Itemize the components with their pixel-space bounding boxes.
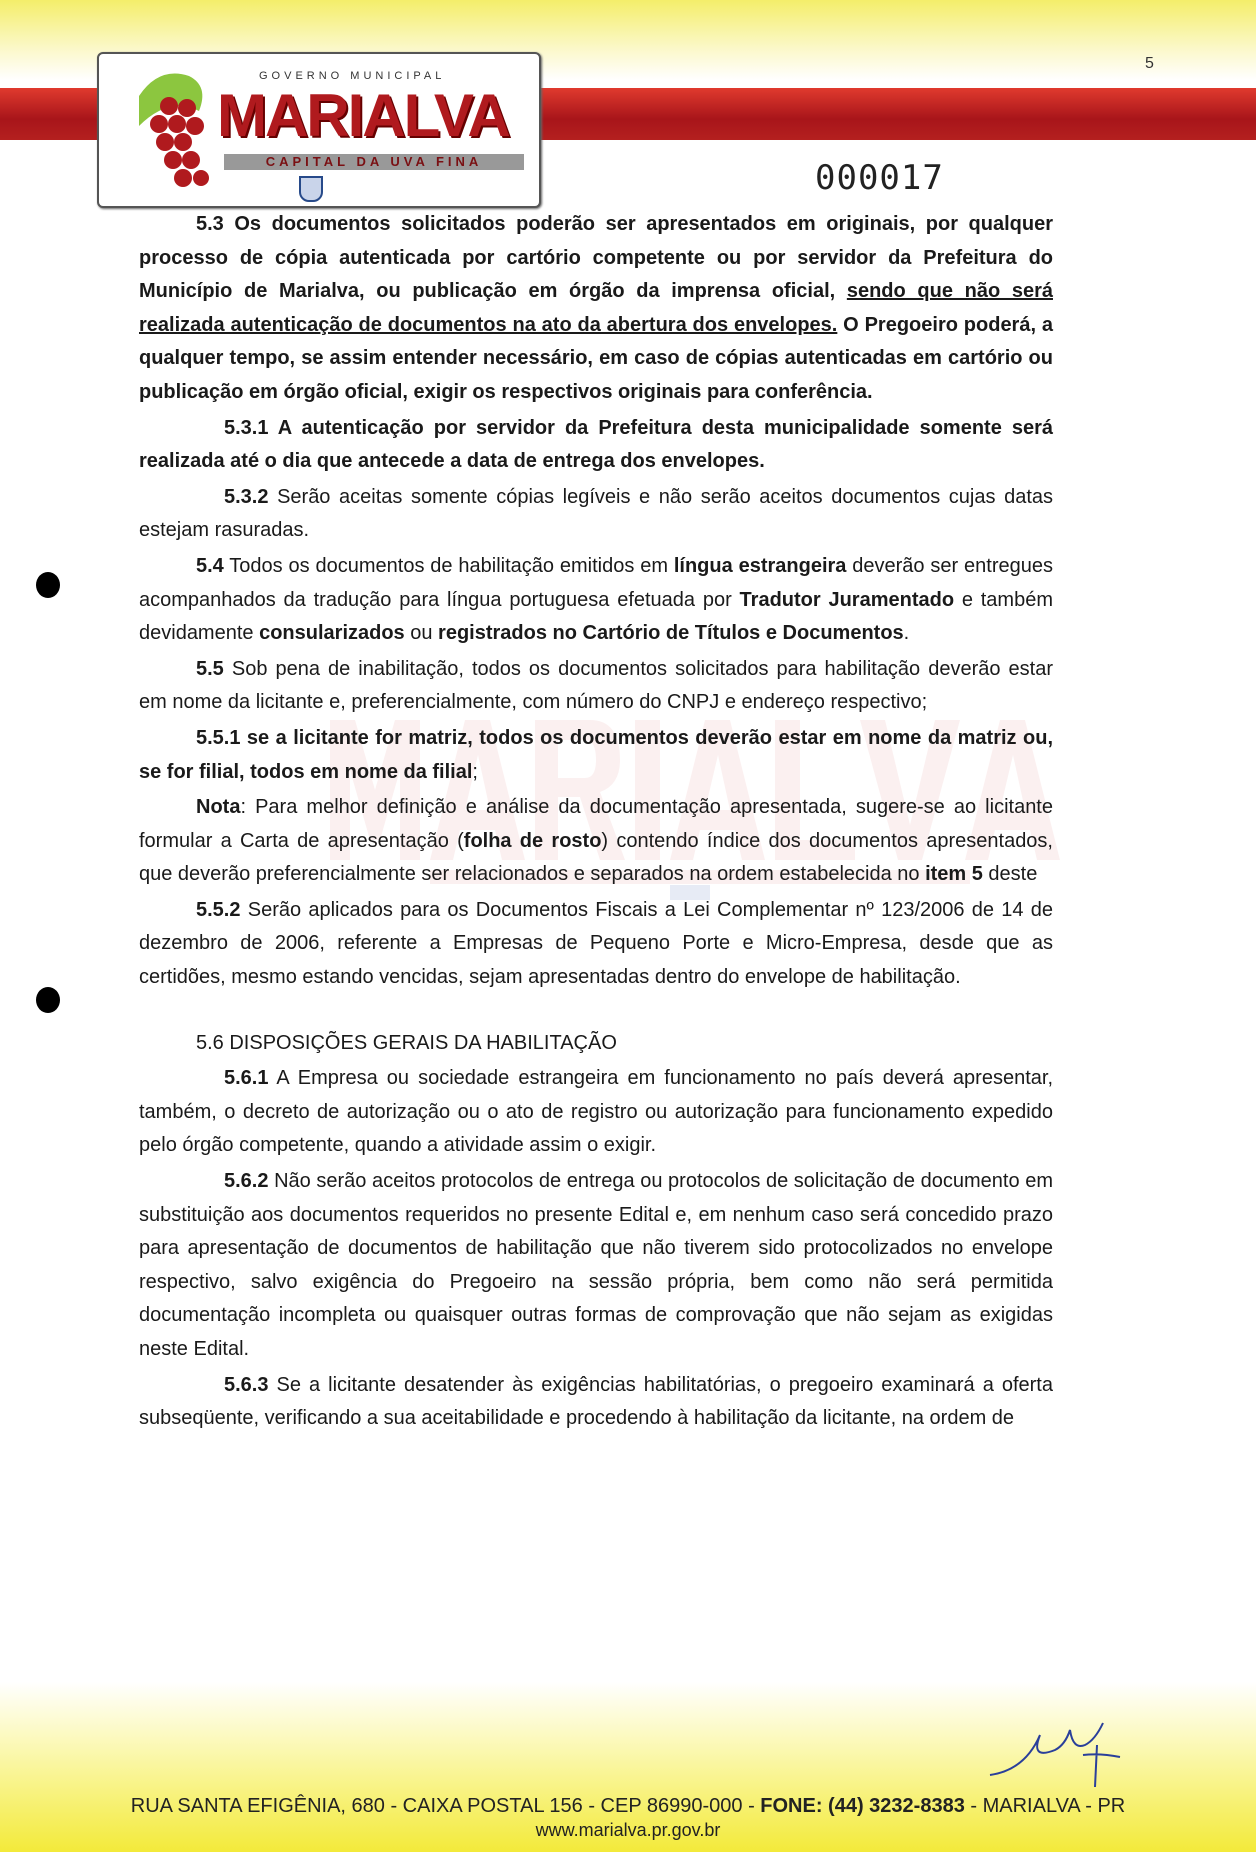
text-run: Todos os documentos de habilitação emitidos em xyxy=(223,554,674,577)
paragraph-5-3 xyxy=(139,208,1053,410)
text-run: consularizados xyxy=(259,622,405,645)
text-run: . xyxy=(903,622,910,645)
text-run: deste xyxy=(982,863,1038,886)
text-run: 5.3 Os documentos solicitados poderão ser apresentados em originais, por qualquer processo de cópia autenticada por cartório competente ou por servidor da Prefeitura do Município de Marialva, ou publicação em órgão da imprensa oficial, xyxy=(139,213,1053,303)
logo-city-name: MARIALVA xyxy=(217,82,509,149)
paragraph-5-6-3 xyxy=(139,1369,1053,1436)
text-run: 5.6 DISPOSIÇÕES GERAIS DA HABILITAÇÃO xyxy=(196,1031,617,1054)
paragraph-5-5-2 xyxy=(139,894,1053,995)
text-run: sendo que não será realizada autenticação de documentos na ato da abertura dos envelopes. xyxy=(139,280,1053,336)
text-run: deverão ser entregues acompanhados da tradução para língua portuguesa efetuada por xyxy=(139,554,1053,611)
text-run: registrados no Cartório de Títulos e Documentos xyxy=(438,622,904,645)
page-number: 5 xyxy=(1145,55,1154,72)
text-run: Nota xyxy=(196,796,241,819)
text-run: item 5 xyxy=(925,863,983,886)
text-run: Se a licitante desatender às exigências habilitatórias, o pregoeiro examinará a oferta subseqüente, verificando a sua aceitabilidade e procedendo à habilitação da licitante, na ordem de xyxy=(139,1373,1053,1430)
logo-tagline: CAPITAL DA UVA FINA xyxy=(224,154,524,170)
text-run: língua estrangeira xyxy=(673,554,847,577)
paragraph-5-5 xyxy=(139,653,1053,720)
text-run: A Empresa ou sociedade estrangeira em funcionamento no país deverá apresentar, também, o decreto de autorização ou o ato de registro ou autorização para funcionamento expedido pelo órgão competente, quando a atividade assim o exigir. xyxy=(139,1067,1053,1157)
logo-government-text: GOVERNO MUNICIPAL xyxy=(259,70,446,82)
text-run: 5.5 xyxy=(196,657,224,680)
footer xyxy=(0,1795,1256,1841)
footer-phone: FONE: (44) 3232-8383 xyxy=(760,1795,965,1817)
paragraph-5-4 xyxy=(139,550,1053,651)
text-run: 5.5.1 se a licitante for matriz, todos os documentos deverão estar em nome da matriz ou, se for filial, todos em nome da filial xyxy=(139,726,1053,783)
section-heading xyxy=(139,1027,1053,1061)
paragraph-5-6-1 xyxy=(139,1062,1053,1163)
text-run: e também devidamente xyxy=(139,588,1054,645)
paragraph-5-3-1 xyxy=(139,412,1053,479)
document-body xyxy=(139,208,1053,1438)
text-run: : Para melhor definição e análise da documentação apresentada, sugere-se ao licitante formular a Carta de apresentação ( xyxy=(139,796,1053,852)
text-run: 5.6.1 xyxy=(224,1067,269,1090)
grapes-icon xyxy=(129,66,219,196)
coat-of-arms-icon xyxy=(299,176,323,202)
paragraph-nota xyxy=(139,791,1053,892)
text-run: 5.3.2 xyxy=(224,485,269,508)
paragraph-5-5-1 xyxy=(139,722,1053,789)
page-stamp-number: 000017 xyxy=(815,158,944,198)
text-run: 5.4 xyxy=(196,554,224,577)
text-run: 5.3.1 A autenticação por servidor da Prefeitura desta municipalidade somente será realizada até o dia que antecede a data de entrega dos envelopes. xyxy=(139,416,1053,473)
text-run: ou xyxy=(404,622,439,645)
text-run: Serão aceitas somente cópias legíveis e não serão aceitos documentos cujas datas estejam rasuradas. xyxy=(139,485,1053,542)
text-run: O Pregoeiro poderá, a qualquer tempo, se assim entender necessário, em caso de cópias autenticadas em cartório ou publicação em órgão oficial, exigir os respectivos originais para conferência. xyxy=(139,313,1053,403)
footer-address: RUA SANTA EFIGÊNIA, 680 - CAIXA POSTAL 156 - CEP 86990-000 - xyxy=(130,1795,761,1817)
text-run: Não serão aceitos protocolos de entrega ou protocolos de solicitação de documento em substituição aos documentos requeridos no presente Edital e, em nenhum caso será concedido prazo para apresentação de documentos de habilitação que não tiverem sido protocolizados no envelope respectivo, salvo exigência do Pregoeiro na sessão própria, bem como não será permitida documentação incompleta ou quaisquer outras formas de comprovação que não sejam as exigidas neste Edital. xyxy=(139,1170,1053,1360)
handwritten-signature xyxy=(985,1715,1135,1790)
footer-website-link[interactable]: www.marialva.pr.gov.br xyxy=(535,1820,721,1840)
text-run: ) contendo índice dos documentos apresentados, que deverão preferencialmente ser relacionados e separados na ordem estabelecida no xyxy=(139,829,1053,886)
marialva-logo xyxy=(97,52,541,208)
text-run: 5.5.2 xyxy=(196,898,241,921)
footer-city: - MARIALVA - PR xyxy=(964,1795,1126,1817)
punch-hole xyxy=(36,572,60,598)
text-run: ; xyxy=(472,760,478,783)
text-run: Tradutor Juramentado xyxy=(739,588,955,611)
text-run: Serão aplicados para os Documentos Fiscais a Lei Complementar nº 123/2006 de 14 de dezembro de 2006, referente a Empresas de Pequeno Porte e Micro-Empresa, desde que as certidões, mesmo estando vencidas, sejam apresentadas dentro do envelope de habilitação. xyxy=(139,898,1053,989)
text-run: 5.6.2 xyxy=(224,1170,269,1193)
paragraph-5-3-2 xyxy=(139,481,1053,548)
punch-hole xyxy=(36,987,60,1013)
text-run: folha de rosto xyxy=(463,829,602,852)
text-run: 5.6.3 xyxy=(224,1373,269,1396)
paragraph-5-6-2 xyxy=(139,1165,1053,1367)
text-run: Sob pena de inabilitação, todos os documentos solicitados para habilitação deverão estar em nome da licitante e, preferencialmente, com número do CNPJ e endereço respectivo; xyxy=(139,657,1053,714)
